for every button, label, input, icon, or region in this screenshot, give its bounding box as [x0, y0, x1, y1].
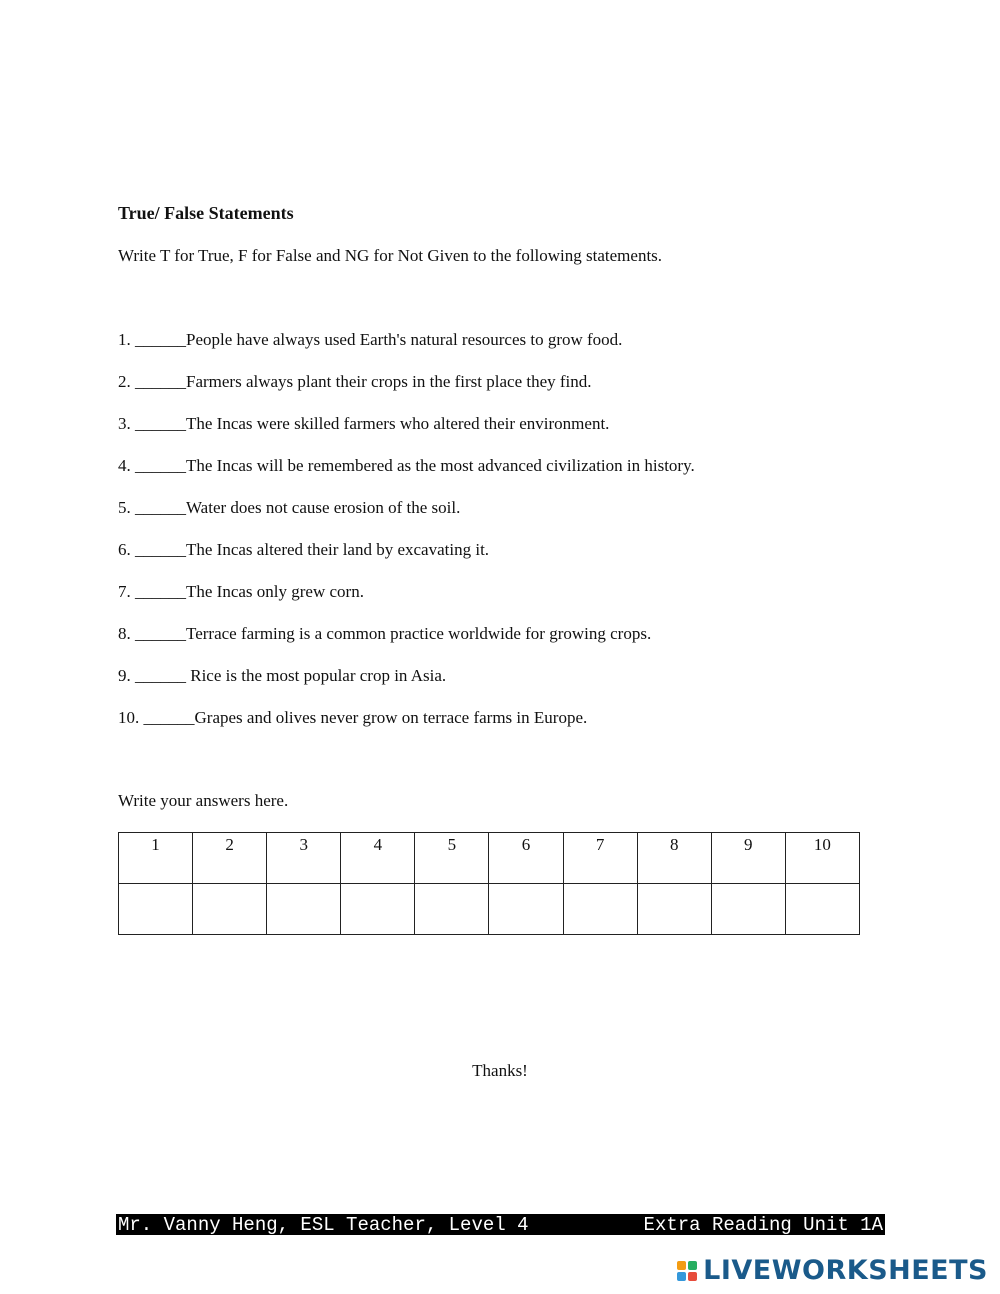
- answer-column-header: 1: [119, 833, 193, 884]
- answer-column-header: 5: [415, 833, 489, 884]
- answer-input-row: [119, 884, 860, 935]
- answer-column-header: 7: [563, 833, 637, 884]
- answer-column-header: 8: [637, 833, 711, 884]
- liveworksheets-logo-icon: [677, 1261, 697, 1281]
- answer-cell[interactable]: [563, 884, 637, 935]
- statement-item[interactable]: 5. ______Water does not cause erosion of the soil.: [118, 498, 461, 517]
- statement-item[interactable]: 8. ______Terrace farming is a common practice worldwide for growing crops.: [118, 624, 652, 643]
- answer-header-row: [119, 833, 860, 884]
- statement-item[interactable]: 10. ______Grapes and olives never grow on terrace farms in Europe.: [118, 708, 588, 727]
- statement-item[interactable]: 2. ______Farmers always plant their crops in the first place they find.: [118, 372, 592, 391]
- logo-tile: [688, 1261, 697, 1270]
- page-footer: [116, 1214, 885, 1235]
- statement-item[interactable]: 3. ______The Incas were skilled farmers who altered their environment.: [118, 414, 610, 433]
- answer-column-header: 3: [267, 833, 341, 884]
- answer-table: [118, 832, 860, 935]
- footer-author: Mr. Vanny Heng, ESL Teacher, Level 4: [118, 1213, 529, 1236]
- logo-tile: [677, 1261, 686, 1270]
- answer-column-header: 6: [489, 833, 563, 884]
- statement-item[interactable]: 4. ______The Incas will be remembered as the most advanced civilization in history.: [118, 456, 695, 475]
- brand-watermark[interactable]: [677, 1255, 988, 1286]
- answer-column-header: 2: [193, 833, 267, 884]
- instructions: Write T for True, F for False and NG for Not Given to the following statements.: [118, 246, 663, 265]
- answer-cell[interactable]: [637, 884, 711, 935]
- statement-item[interactable]: 7. ______The Incas only grew corn.: [118, 582, 364, 601]
- answers-label: Write your answers here.: [118, 791, 289, 810]
- answer-cell[interactable]: [489, 884, 563, 935]
- logo-tile: [677, 1272, 686, 1281]
- answer-cell[interactable]: [119, 884, 193, 935]
- closing-text: Thanks!: [472, 1061, 528, 1080]
- logo-tile: [688, 1272, 697, 1281]
- statement-item[interactable]: 1. ______People have always used Earth's natural resources to grow food.: [118, 330, 623, 349]
- worksheet-title: True/ False Statements: [118, 203, 294, 223]
- statement-item[interactable]: 6. ______The Incas altered their land by excavating it.: [118, 540, 490, 559]
- statement-list: [118, 330, 695, 750]
- answer-column-header: 4: [341, 833, 415, 884]
- answer-cell[interactable]: [785, 884, 859, 935]
- answer-cell[interactable]: [415, 884, 489, 935]
- answer-cell[interactable]: [193, 884, 267, 935]
- answer-cell[interactable]: [341, 884, 415, 935]
- answer-column-header: 10: [785, 833, 859, 884]
- answer-column-header: 9: [711, 833, 785, 884]
- answer-cell[interactable]: [711, 884, 785, 935]
- answer-cell[interactable]: [267, 884, 341, 935]
- brand-name: LIVEWORKSHEETS: [703, 1255, 988, 1286]
- footer-unit: Extra Reading Unit 1A: [643, 1213, 883, 1236]
- statement-item[interactable]: 9. ______ Rice is the most popular crop in Asia.: [118, 666, 447, 685]
